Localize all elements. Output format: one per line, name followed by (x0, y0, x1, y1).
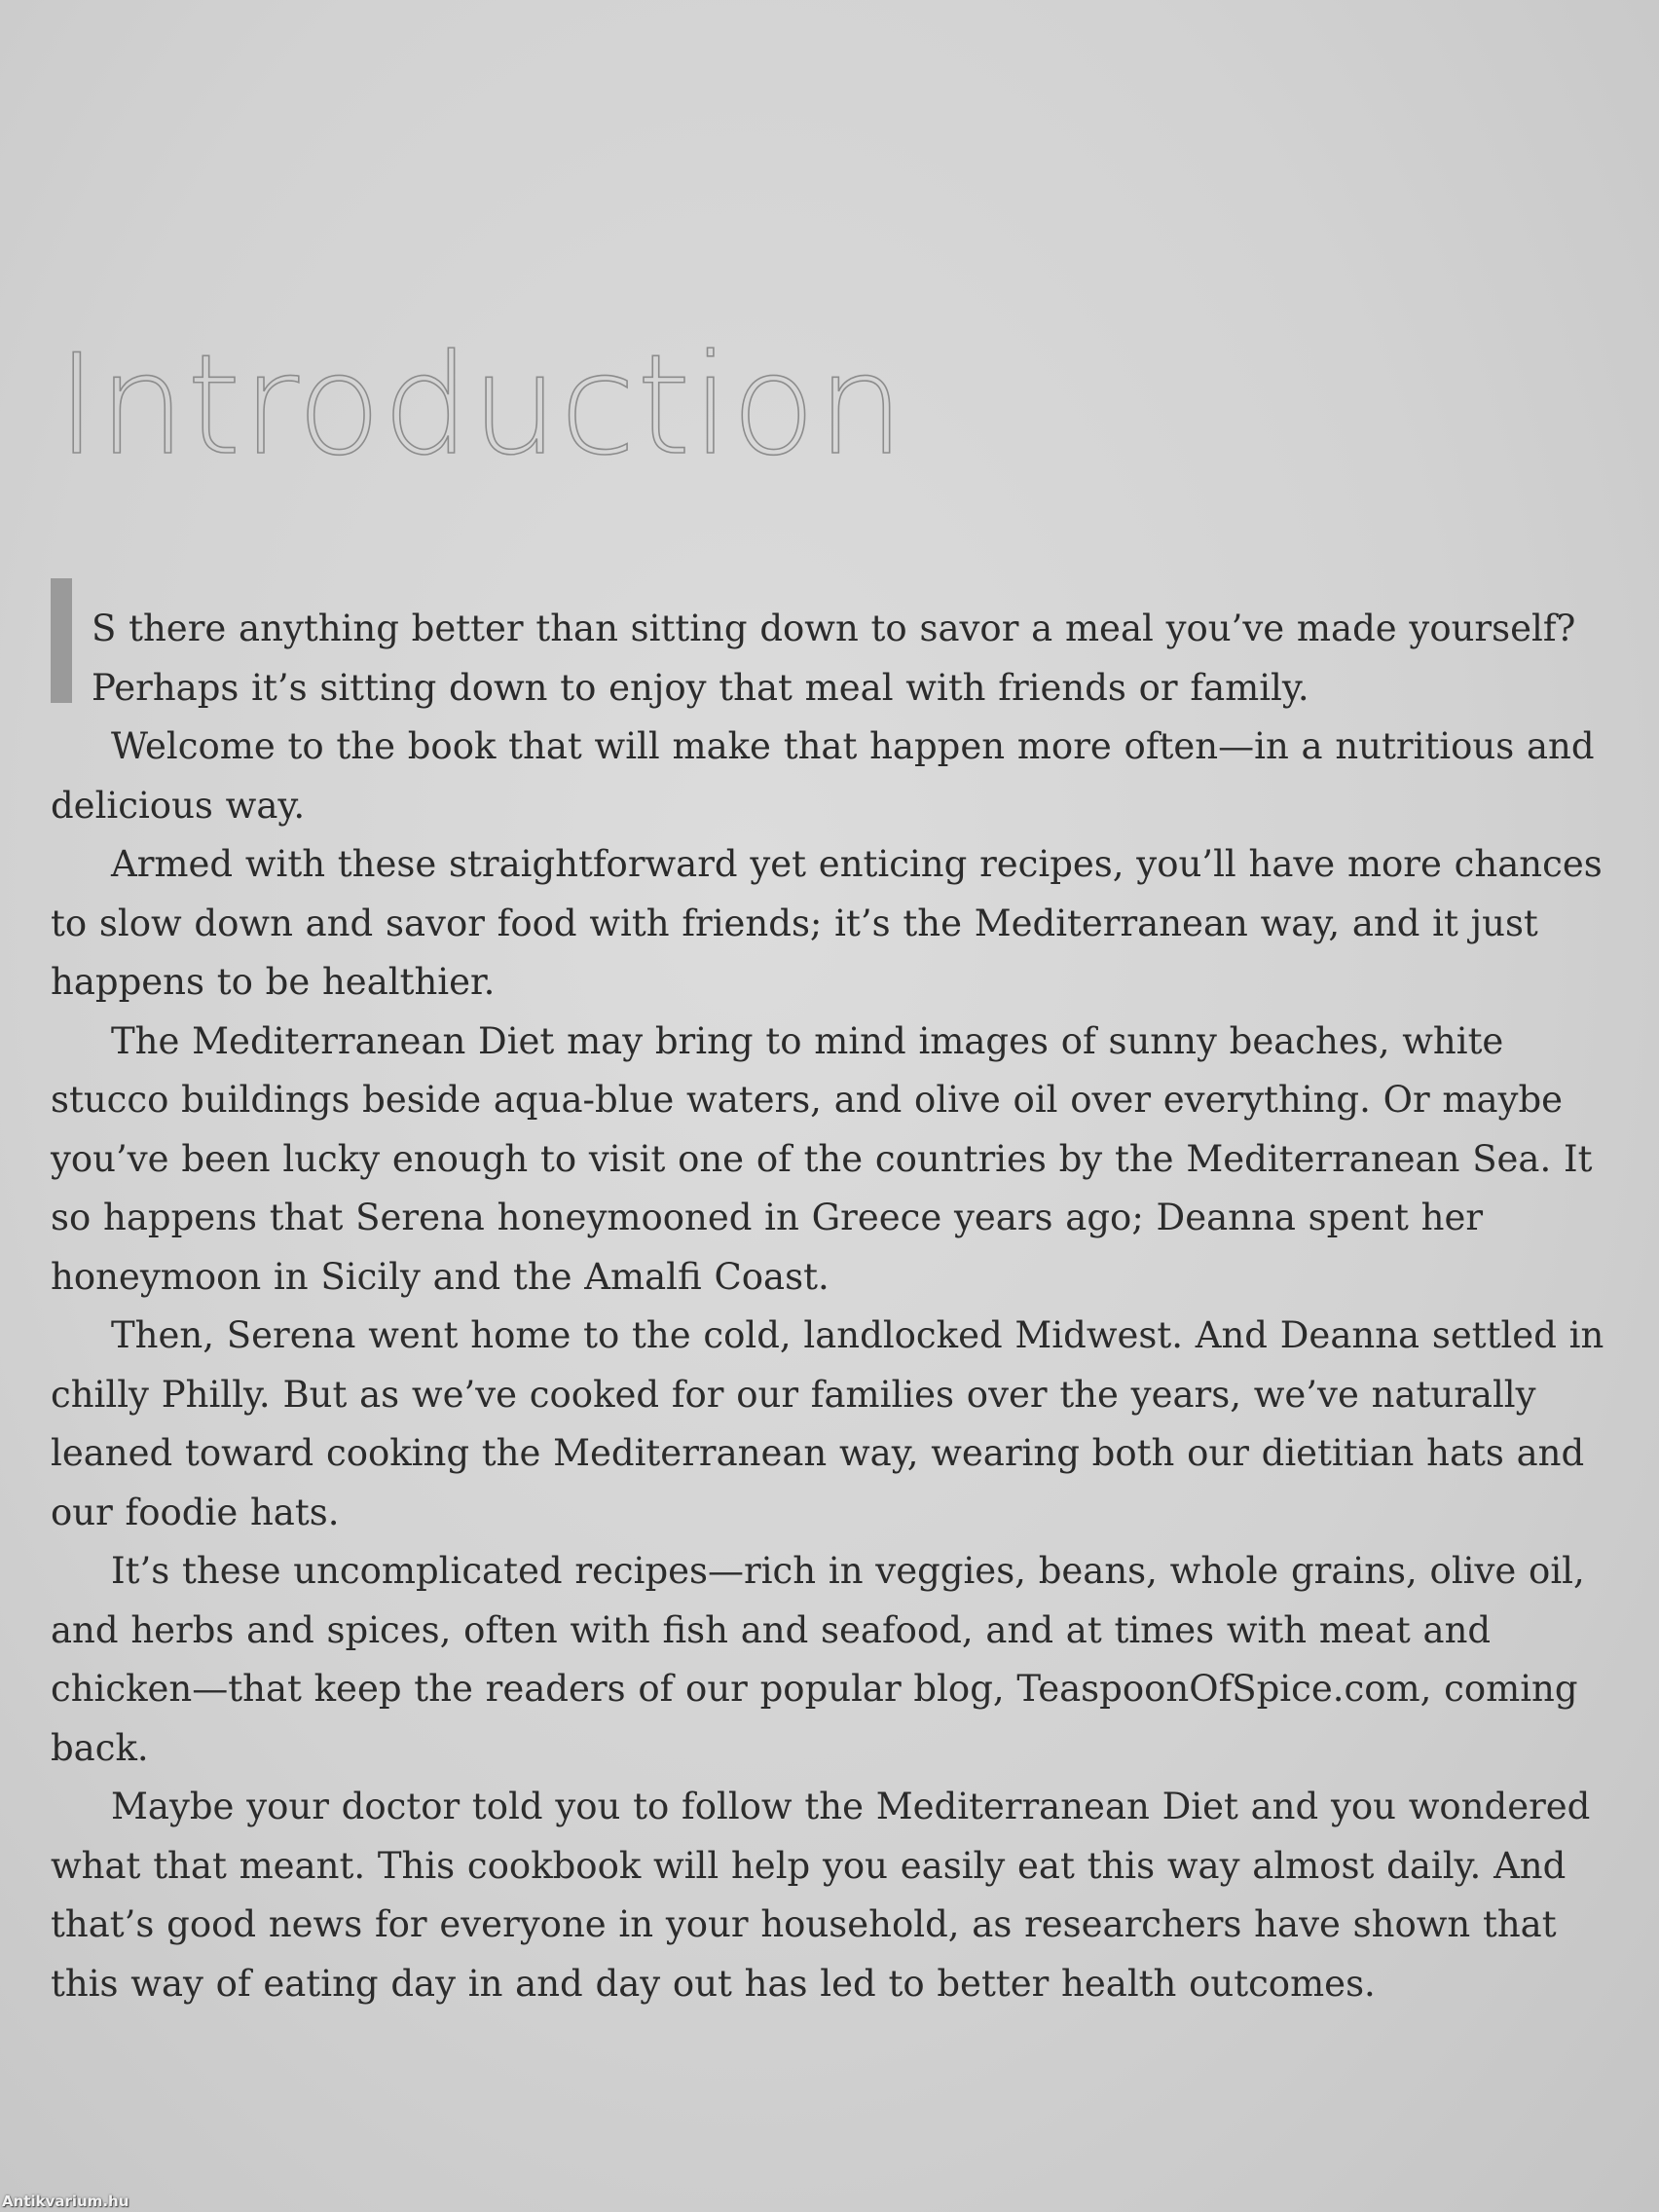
intro-body (51, 600, 1618, 2013)
watermark: Antikvarium.hu (2, 2193, 129, 2210)
paragraph-1 (51, 600, 1618, 718)
drop-cap-bar (51, 578, 72, 703)
chapter-title: Introduction (56, 325, 905, 486)
paragraph-lead: S there (92, 608, 227, 649)
paragraph-7: Maybe your doctor told you to follow the Mediterranean Diet and you wondered what that meant. This cookbook will help you easily eat this way almost daily. And that’s good news for everyone in your household, as researchers have shown that this way of eating day in and day out has led to better health outcomes. (51, 1786, 1591, 2005)
paragraph-3: Armed with these straightforward yet enticing recipes, you’ll have more chances to slow down and savor food with friends; it’s the Mediterranean way, and it just happens to be healthier. (51, 843, 1603, 1003)
paragraph-text: anything better than sitting down to savor a meal you’ve made yourself? Perhaps it’s sitting down to enjoy that meal with friends or family. (92, 608, 1576, 709)
paragraph-6: It’s these uncomplicated recipes—rich in veggies, beans, whole grains, olive oil, and herbs and spices, often with fish and seafood, and at times with meat and chicken—that keep the readers of our popular blog, TeaspoonOfSpice.com, coming back. (51, 1550, 1585, 1769)
paragraph-4: The Mediterranean Diet may bring to mind images of sunny beaches, white stucco buildings beside aqua-blue waters, and olive oil over everything. Or maybe you’ve been lucky enough to visit one of the countries by the Mediterranean Sea. It so happens that Serena honeymooned in Greece years ago; Deanna spent her honeymoon in Sicily and the Amalfi Coast. (51, 1019, 1593, 1298)
paragraph-2: Welcome to the book that will make that happen more often—in a nutritious and delicious way. (51, 725, 1595, 827)
paragraph-5: Then, Serena went home to the cold, landlocked Midwest. And Deanna settled in chilly Philly. But as we’ve cooked for our families over the years, we’ve naturally leaned toward cooking the Mediterranean way, wearing both our dietitian hats and our foodie hats. (51, 1314, 1604, 1533)
